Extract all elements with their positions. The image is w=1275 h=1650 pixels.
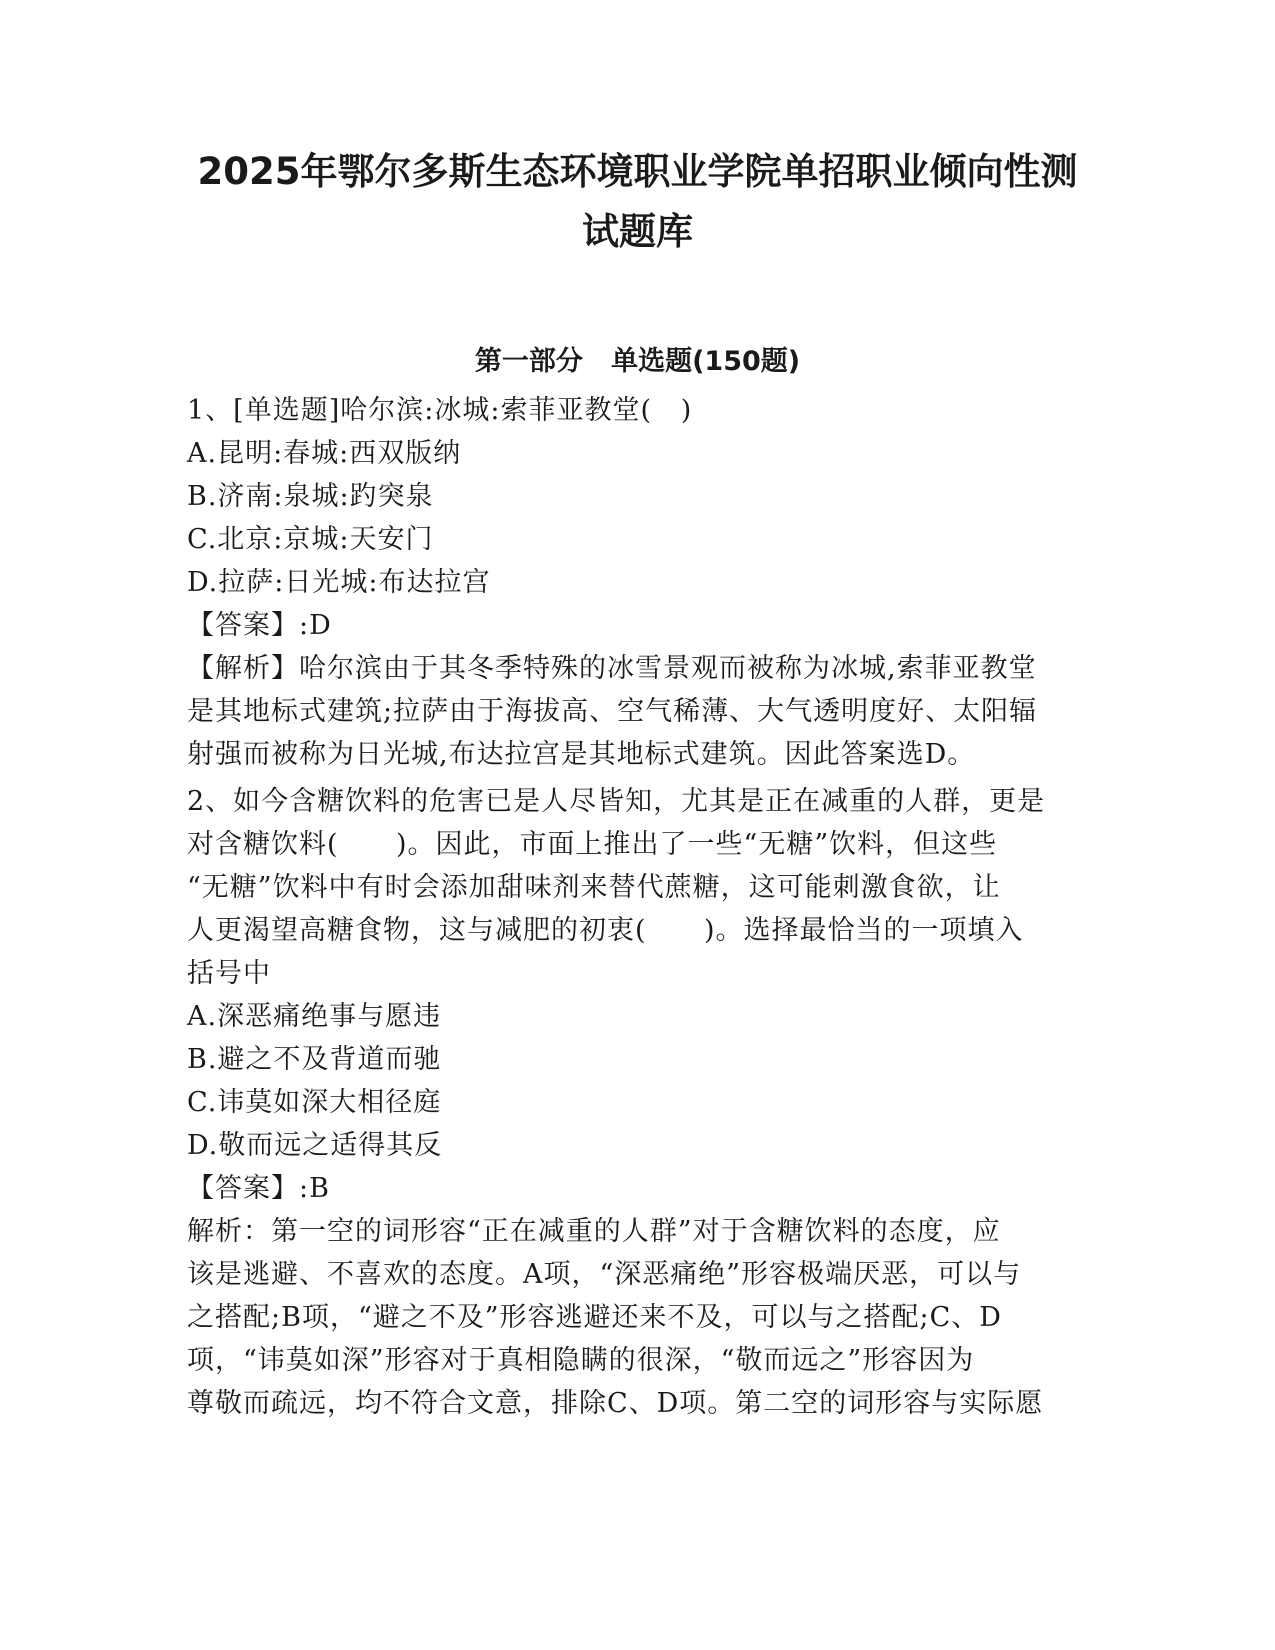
question-2-analysis-line: 之搭配;B项，“避之不及”形容逃避还来不及，可以与之搭配;C、D xyxy=(187,1302,1002,1333)
question-2-stem-line: “无糖”饮料中有时会添加甜味剂来替代蔗糖，这可能刺激食欲，让 xyxy=(187,872,1001,903)
question-1-analysis-line: 射强而被称为日光城,布达拉宫是其地标式建筑。因此答案选D。 xyxy=(187,739,976,770)
document-title xyxy=(180,142,1095,262)
question-2-stem-line: 2、如今含糖饮料的危害已是人尽皆知，尤其是正在减重的人群，更是 xyxy=(187,786,1046,817)
question-2-analysis-line: 尊敬而疏远，均不符合文意，排除C、D项。第二空的词形容与实际愿 xyxy=(187,1388,1044,1419)
question-2-option-d: D.敬而远之适得其反 xyxy=(187,1130,443,1161)
question-2-analysis-line: 解析：第一空的词形容“正在减重的人群”对于含糖饮料的态度，应 xyxy=(187,1216,1001,1247)
question-2-stem-line: 括号中 xyxy=(187,958,271,989)
document-title-line-1: 2025年鄂尔多斯生态环境职业学院单招职业倾向性测 xyxy=(197,150,1078,193)
question-2-answer: 【答案】:B xyxy=(187,1173,330,1204)
question-1-analysis-line: 是其地标式建筑;拉萨由于海拔高、空气稀薄、大气透明度好、太阳辐 xyxy=(187,696,1038,727)
question-2-analysis-line: 项，“讳莫如深”形容对于真相隐瞒的很深，“敬而远之”形容因为 xyxy=(187,1345,975,1376)
section-title: 第一部分 单选题(150题) xyxy=(474,346,801,377)
question-2-analysis-line: 该是逃避、不喜欢的态度。A项，“深恶痛绝”形容极端厌恶，可以与 xyxy=(187,1259,1022,1290)
question-2-option-a: A.深恶痛绝事与愿违 xyxy=(187,1001,442,1032)
question-1-stem: 1、[单选题]哈尔滨:冰城:索菲亚教堂( ) xyxy=(187,395,693,426)
question-1-answer: 【答案】:D xyxy=(187,610,332,641)
question-1-option-a: A.昆明:春城:西双版纳 xyxy=(187,438,462,469)
question-1-analysis-line: 【解析】哈尔滨由于其冬季特殊的冰雪景观而被称为冰城,索菲亚教堂 xyxy=(187,653,1037,684)
question-1-option-d: D.拉萨:日光城:布达拉宫 xyxy=(187,567,491,598)
question-1 xyxy=(187,389,1082,776)
question-2-option-b: B.避之不及背道而驰 xyxy=(187,1044,442,1075)
question-2-option-c: C.讳莫如深大相径庭 xyxy=(187,1087,442,1118)
document-title-line-2: 试题库 xyxy=(582,210,693,253)
question-2 xyxy=(187,780,1082,1425)
question-1-option-c: C.北京:京城:天安门 xyxy=(187,524,434,555)
question-2-stem-line: 人更渴望高糖食物，这与减肥的初衷( )。选择最恰当的一项填入 xyxy=(187,915,1024,946)
question-1-option-b: B.济南:泉城:趵突泉 xyxy=(187,481,434,512)
question-2-stem-line: 对含糖饮料( )。因此，市面上推出了一些“无糖”饮料，但这些 xyxy=(187,829,998,860)
